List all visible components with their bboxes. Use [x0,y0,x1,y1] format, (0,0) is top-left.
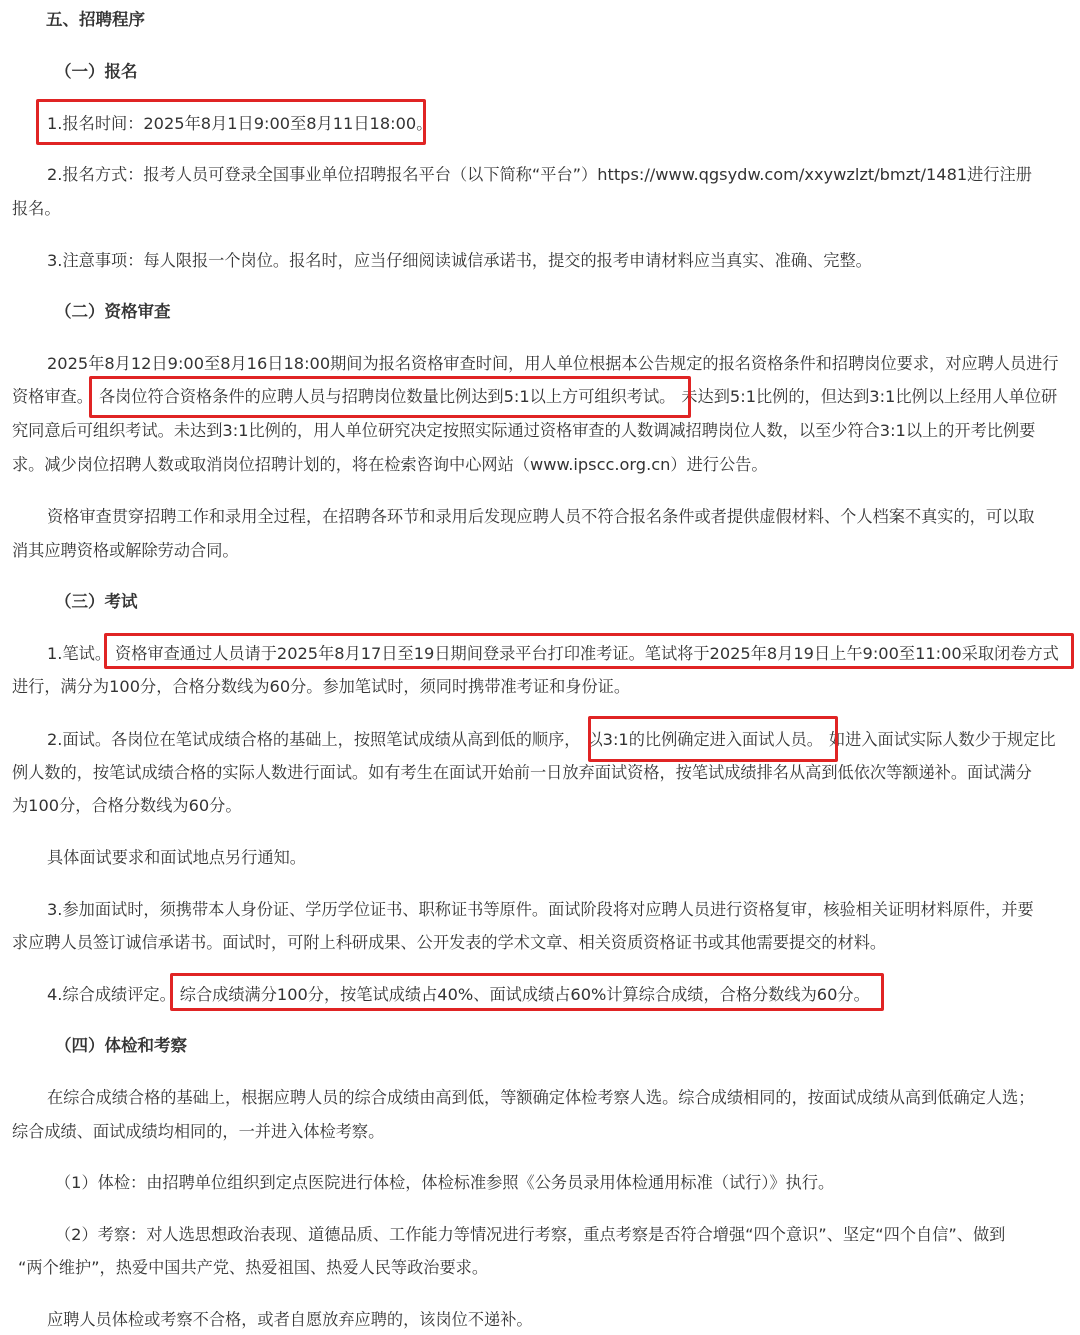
exam-score-line [47,984,1077,1006]
registration-notes: 3.注意事项：每人限报一个岗位。报名时，应当仔细阅读诚信承诺书，提交的报考申请材料应当真实、准确、完整。 [47,251,872,270]
exam-interview-line1 [47,729,1077,751]
physical-p1-line1: 在综合成绩合格的基础上，根据应聘人员的综合成绩由高到低，等额确定体检考察人选。综合成绩相同的，按面试成绩从高到低确定人选； [47,1088,1035,1107]
qualification-p1-line1: 2025年8月12日9:00至8月16日18:00期间为报名资格审查时间，用人单位根据本公告规定的报名资格条件和招聘岗位要求，对应聘人员进行 [47,354,1059,373]
exam-written-line2: 进行，满分为100分，合格分数线为60分。参加笔试时，须同时携带准考证和身份证。 [12,677,631,696]
qualification-p1-line4: 求。减少岗位招聘人数或取消岗位招聘计划的，将在检索咨询中心网站（www.ipscc.org.cn）进行公告。 [12,455,768,474]
exam-written-highlight: 资格审查通过人员请于2025年8月17日至19日期间登录平台打印准考证。笔试将于2025年8月19日上午9:00至11:00采取闭卷方式 [115,644,1059,663]
qualification-p1-line2-suffix: 未达到5:1比例的，但达到3:1比例以上经用人单位研 [681,387,1058,406]
exam-interview-prefix: 2.面试。各岗位在笔试成绩合格的基础上，按照笔试成绩从高到低的顺序， [47,730,581,749]
qualification-ratio-highlight: 各岗位符合资格条件的应聘人员与招聘岗位数量比例达到5:1以上方可组织考试。 [98,387,676,406]
exam-written-prefix: 1.笔试。 [47,644,112,663]
exam-score-highlight: 综合成绩满分100分，按笔试成绩占40%、面试成绩占60%计算综合成绩，合格分数线为60分。 [179,985,870,1004]
exam-docs-line2: 求应聘人员签订诚信承诺书。面试时，可附上科研成果、公开发表的学术文章、相关资质资格证书或其他需要提交的材料。 [12,933,887,952]
heading-registration: （一）报名 [55,62,138,81]
physical-exam-item: （1）体检：由招聘单位组织到定点医院进行体检，体检标准参照《公务员录用体检通用标准（试行）》执行。 [55,1173,835,1192]
exam-interview-line3: 为100分，合格分数线为60分。 [12,796,242,815]
exam-interview-notice: 具体面试要求和面试地点另行通知。 [47,848,306,867]
exam-interview-suffix: 如进入面试实际人数少于规定比 [828,730,1056,749]
physical-no-backfill: 应聘人员体检或考察不合格，或者自愿放弃应聘的，该岗位不递补。 [47,1310,533,1329]
exam-interview-line2: 例人数的，按笔试成绩合格的实际人数进行面试。如有考生在面试开始前一日放弃面试资格，按笔试成绩排名从高到低依次等额递补。面试满分 [12,763,1032,782]
qualification-p1-line2-prefix: 资格审查。 [12,387,93,406]
exam-docs-line1: 3.参加面试时，须携带本人身份证、学历学位证书、职称证书等原件。面试阶段将对应聘人员进行资格复审，核验相关证明材料原件，并要 [47,900,1034,919]
registration-method-line1: 2.报名方式：报考人员可登录全国事业单位招聘报名平台（以下简称“平台”）https://www.qgsydw.com/xxywzlzt/bmzt/1481进行注册 [47,165,1032,184]
qualification-p2-line2: 消其应聘资格或解除劳动合同。 [12,541,239,560]
qualification-p1-line3: 究同意后可组织考试。未达到3:1比例的，用人单位研究决定按照实际通过资格审查的人数调减招聘岗位人数，以至少符合3:1以上的开考比例要 [12,421,1036,440]
registration-method-line2: 报名。 [12,199,61,218]
exam-interview-highlight: 以3:1的比例确定进入面试人员。 [586,730,823,749]
heading-qualification: （二）资格审查 [55,302,171,321]
section-title: 五、招聘程序 [46,10,145,29]
physical-p1-line2: 综合成绩、面试成绩均相同的，一并进入体检考察。 [12,1122,385,1141]
physical-review-line1: （2）考察：对人选思想政治表现、道德品质、工作能力等情况进行考察，重点考察是否符合增强“四个意识”、坚定“四个自信”、做到 [55,1225,1006,1244]
heading-exam: （三）考试 [55,592,138,611]
qualification-p1-line2 [12,386,1076,408]
exam-written-line1 [47,643,1077,665]
heading-physical: （四）体检和考察 [55,1036,187,1055]
registration-time: 1.报名时间：2025年8月1日9:00至8月11日18:00。 [47,114,433,133]
physical-review-line2: “两个维护”，热爱中国共产党、热爱祖国、热爱人民等政治要求。 [18,1258,489,1277]
qualification-p2-line1: 资格审查贯穿招聘工作和录用全过程，在招聘各环节和录用后发现应聘人员不符合报名条件或者提供虚假材料、个人档案不真实的，可以取 [47,507,1035,526]
exam-score-prefix: 4.综合成绩评定。 [47,985,176,1004]
